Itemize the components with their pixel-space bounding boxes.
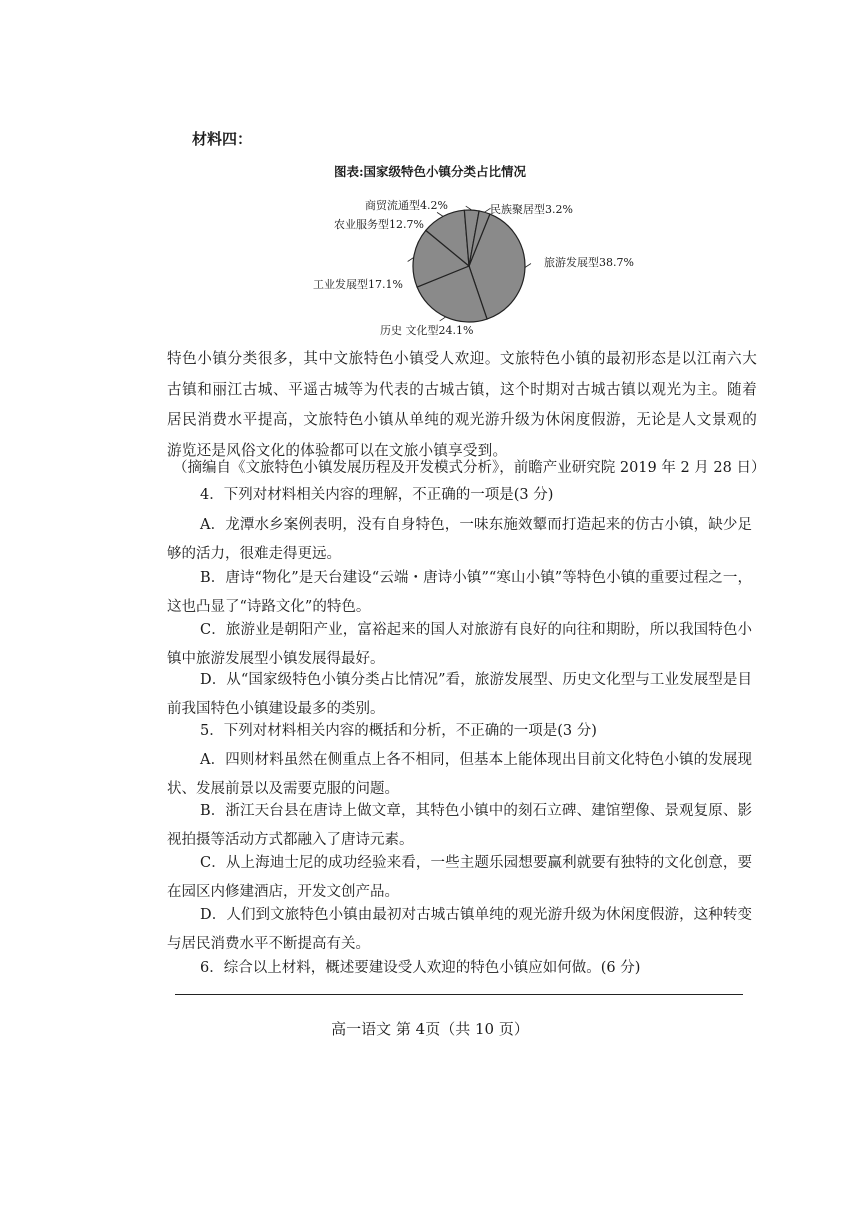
question-4-option-d: D．从“国家级特色小镇分类占比情况”看，旅游发展型、历史文化型与工业发展型是目前我国特色小镇建设最多的类别。 (167, 672, 752, 717)
page-footer: 高一语文 第 4页（共 10 页） (331, 1020, 529, 1038)
pie-slice-label: 民族聚居型3.2% (490, 203, 573, 216)
source-note: （摘编自《文旅特色小镇发展历程及开发模式分析》，前瞻产业研究院 2019 年 2 月 28 日） (173, 460, 766, 476)
question-5-option-b: B．浙江天台县在唐诗上做文章，其特色小镇中的刻石立碑、建馆塑像、景观复原、影视拍摄等活动方式都融入了唐诗元素。 (167, 803, 752, 848)
question-4-stem: 4．下列对材料相关内容的理解，不正确的一项是(3 分) (200, 487, 554, 503)
question-5-option-d: D．人们到文旅特色小镇由最初对古城古镇单纯的观光游升级为休闲度假游，这种转变与居民消费水平不断提高有关。 (167, 907, 752, 952)
pie-slice-label: 旅游发展型38.7% (544, 256, 634, 269)
question-5-stem: 5．下列对材料相关内容的概括和分析，不正确的一项是(3 分) (200, 723, 597, 739)
body-paragraph: 特色小镇分类很多，其中文旅特色小镇受人欢迎。文旅特色小镇的最初形态是以江南六大古镇和丽江古城、平遥古城等为代表的古城古镇，这个时期对古城古镇以观光为主。随着居民消费水平提高，文旅特色小镇从单纯的观光游升级为休闲度假游，无论是人文景观的游览还是风俗文化的体验都可以在文旅小镇享受到。 (167, 350, 757, 459)
pie-leader-line (437, 212, 443, 216)
question-5-option-a: A．四则材料虽然在侧重点上各不相同，但基本上能体现出目前文化特色小镇的发展现状、发展前景以及需要克服的问题。 (167, 752, 752, 797)
question-6-stem: 6．综合以上材料，概述要建设受人欢迎的特色小镇应如何做。(6 分) (200, 960, 641, 976)
question-5-option-c: C．从上海迪士尼的成功经验来看，一些主题乐园想要赢利就要有独特的文化创意，要在园区内修建酒店，开发文创产品。 (167, 855, 752, 900)
question-4-option-c: C．旅游业是朝阳产业，富裕起来的国人对旅游有良好的向往和期盼，所以我国特色小镇中旅游发展型小镇发展得最好。 (167, 622, 752, 667)
chart-title: 图表:国家级特色小镇分类占比情况 (333, 164, 527, 179)
pie-leader-line (525, 264, 531, 268)
pie-chart (290, 188, 650, 348)
pie-leader-line (440, 317, 446, 321)
pie-slice-label: 农业服务型12.7% (334, 218, 424, 231)
question-4-option-a: A．龙潭水乡案例表明，没有自身特色，一味东施效颦而打造起来的仿古小镇，缺少足够的活力，很难走得更远。 (167, 517, 752, 562)
pie-slice-label: 工业发展型17.1% (313, 278, 403, 291)
pie-slice-label: 商贸流通型4.2% (365, 199, 448, 212)
footer-divider (175, 994, 743, 995)
question-4-option-b: B．唐诗“物化”是天台建设“云端・唐诗小镇”“寒山小镇”等特色小镇的重要过程之一，这也凸显了“诗路文化”的特色。 (167, 570, 752, 615)
pie-slice-label: 历史 文化型24.1% (380, 324, 474, 337)
section-label: 材料四： (192, 130, 253, 148)
